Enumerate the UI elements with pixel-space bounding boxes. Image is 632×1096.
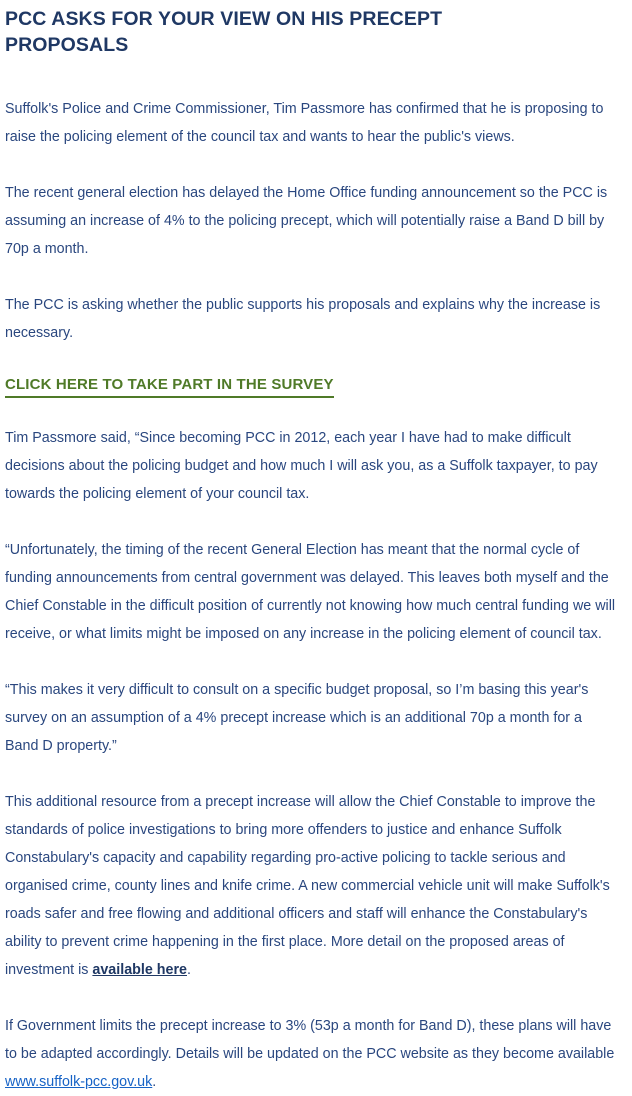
- available-here-link[interactable]: available here: [92, 961, 187, 978]
- spacer: [5, 398, 624, 424]
- paragraph-investment-tail: .: [186, 961, 191, 978]
- paragraph-election-delay: The recent general election has delayed the Home Office funding announcement so the PCC is assuming an increase of 4% to the policing precept, which will potentially raise a Band D bill by 70p a month.: [5, 184, 608, 257]
- paragraph-government-limit-text: If Government limits the precept increase to 3% (53p a month for Band D), these plans will have to be adapted accordingly. Details will be updated on the PCC website as they become available: [5, 1017, 615, 1062]
- spacer: [5, 648, 624, 676]
- paragraph-public-support: The PCC is asking whether the public supports his proposals and explains why the increase is necessary.: [5, 296, 601, 341]
- paragraph-government-limit-tail: .: [152, 1073, 157, 1090]
- paragraph-quote-3: “This makes it very difficult to consult on a specific budget proposal, so I’m basing this year's survey on an assumption of a 4% precept increase which is an additional 70p a month for a Band D property.”: [5, 681, 589, 754]
- paragraph-investment-text: This additional resource from a precept increase will allow the Chief Constable to improve the standards of police investigations to bring more offenders to justice and enhance Suffolk Constabulary's capacity and capability regarding pro-active policing to tackle serious and organised crime, county lines and knife crime. A new commercial vehicle unit will make Suffolk's roads safer and free flowing and additional officers and staff will enhance the Constabulary's ability to prevent crime happening in the first place. More detail on the proposed areas of investment is: [5, 793, 610, 978]
- survey-link[interactable]: CLICK HERE TO TAKE PART IN THE SURVEY: [5, 375, 334, 398]
- paragraph-investment: [5, 788, 619, 984]
- paragraph-quote-2: “Unfortunately, the timing of the recent General Election has meant that the normal cycle of funding announcements from central government was delayed. This leaves both myself and the Chief Constable in the difficult position of currently not knowing how much central funding we will receive, or what limits might be imposed on any increase in the policing element of council tax.: [5, 541, 616, 642]
- page-title: PCC ASKS FOR YOUR VIEW ON HIS PRECEPT PROPOSALS: [5, 8, 443, 57]
- spacer: [5, 984, 624, 1012]
- spacer: [5, 347, 624, 375]
- spacer: [5, 508, 624, 536]
- spacer: [5, 151, 624, 179]
- paragraph-government-limit: [5, 1012, 619, 1096]
- paragraph-quote-1: Tim Passmore said, “Since becoming PCC in 2012, each year I have had to make difficult decisions about the policing budget and how much I will ask you, as a Suffolk taxpayer, to pay towards the policing element of your council tax.: [5, 429, 598, 502]
- paragraph-intro: Suffolk's Police and Crime Commissioner, Tim Passmore has confirmed that he is proposing to raise the policing element of the council tax and wants to hear the public's views.: [5, 100, 604, 145]
- spacer: [5, 760, 624, 788]
- spacer: [5, 59, 624, 95]
- spacer: [5, 263, 624, 291]
- suffolk-pcc-website-link[interactable]: www.suffolk-pcc.gov.uk: [5, 1073, 153, 1090]
